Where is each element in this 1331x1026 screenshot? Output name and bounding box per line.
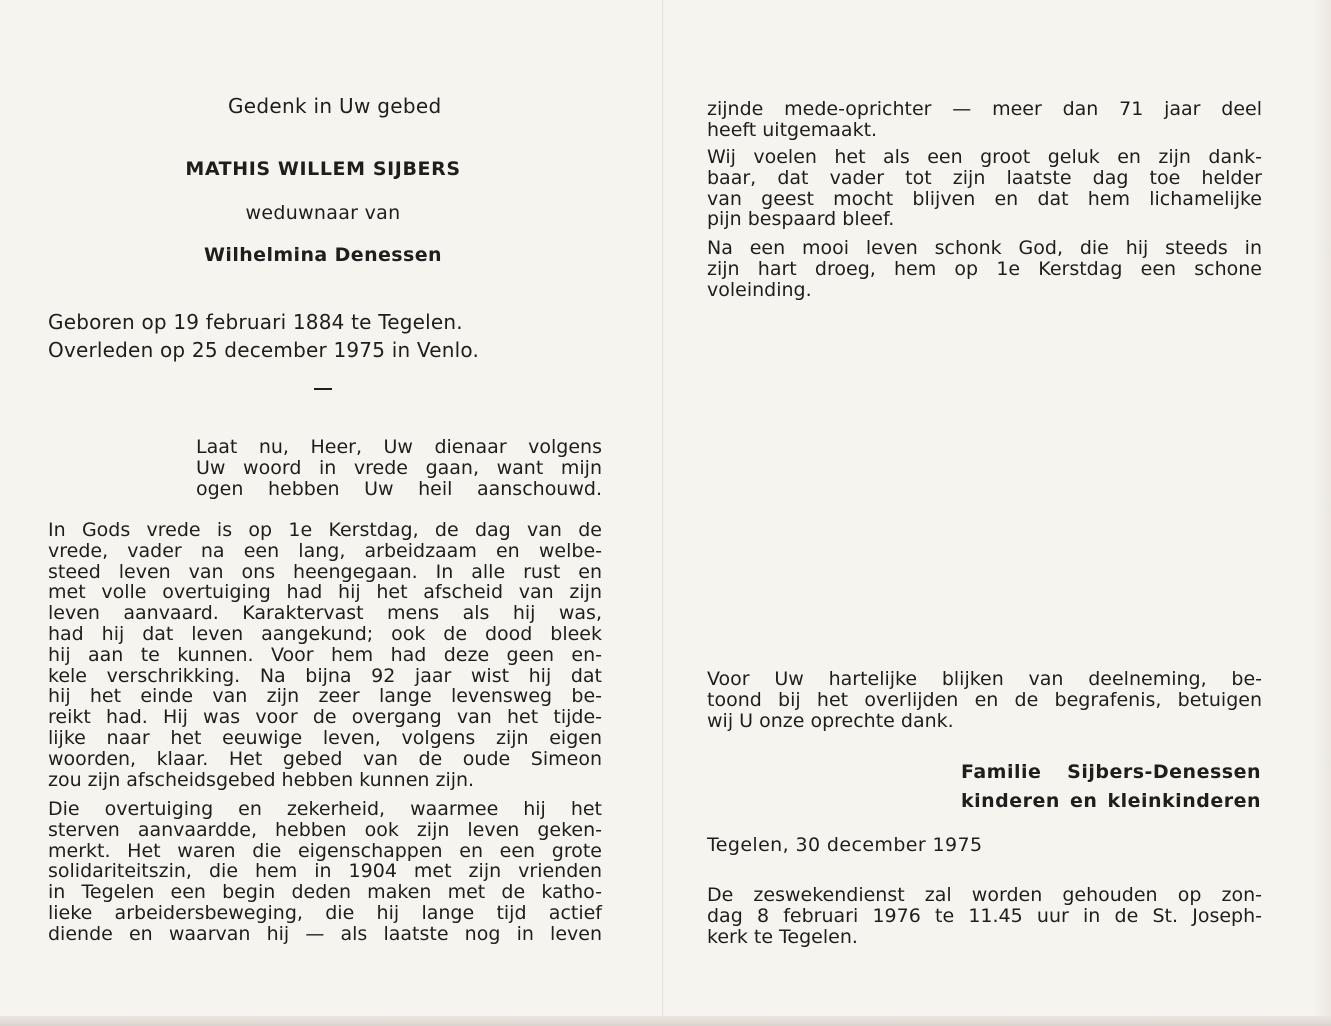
- verse-line: Uw woord in vrede gaan, want mijn: [196, 457, 602, 479]
- text-line: De zeswekendienst zal worden gehouden op zon-: [707, 884, 1262, 906]
- text-line: solidariteitszin, die hem in 1904 met zijn vrienden: [48, 860, 602, 883]
- signature-line: Familie Sijbers-Denessen: [961, 761, 1261, 783]
- memorial-mass-paragraph: [707, 885, 1262, 947]
- biography-paragraph-1: [48, 520, 602, 790]
- birth-date-line: Geboren op 19 februari 1884 te Tegelen.: [48, 310, 463, 334]
- text-line: voleinding.: [707, 278, 812, 301]
- text-line: had hij dat leven aangekund; ook de dood bleek: [48, 622, 602, 645]
- place-and-date: Tegelen, 30 december 1975: [707, 834, 983, 856]
- closing-paragraph: [707, 238, 1262, 300]
- text-line: met volle overtuiging had hij het afscheid van zijn: [48, 581, 602, 604]
- text-line: toond bij het overlijden en de begrafenis, betuigen: [707, 688, 1262, 711]
- thanks-paragraph: [707, 669, 1262, 731]
- card-bottom-edge: [0, 1016, 1331, 1026]
- text-line: diende en waarvan hij — als laatste nog in leven: [48, 922, 602, 945]
- text-line: heeft uitgemaakt.: [707, 118, 878, 141]
- card-right-edge: [1313, 0, 1331, 1026]
- text-line: Na een mooi leven schonk God, die hij steeds in: [707, 237, 1262, 259]
- text-line: leven aanvaard. Karaktervast mens als hij was,: [48, 602, 602, 625]
- text-line: zou zijn afscheidsgebed hebben kunnen zijn.: [48, 768, 475, 791]
- deceased-name: MATHIS WILLEM SIJBERS: [185, 158, 461, 180]
- verse-line: Laat nu, Heer, Uw dienaar volgens: [196, 436, 602, 458]
- text-line: in Tegelen een begin deden maken met de katho-: [48, 881, 602, 904]
- text-line: In Gods vrede is op 1e Kerstdag, de dag van de: [48, 519, 602, 541]
- text-line: van geest mocht blijven en dat hem lichamelijke: [707, 187, 1262, 210]
- text-line: zijnde mede-oprichter — meer dan 71 jaar deel: [707, 98, 1262, 120]
- gratitude-paragraph: [707, 147, 1262, 230]
- text-line: zijn hart droeg, hem op 1e Kerstdag een schone: [707, 257, 1262, 280]
- text-line: steed leven van ons heengegaan. In alle rust en: [48, 560, 602, 583]
- card-fold: [662, 0, 664, 1026]
- text-line: kerk te Tegelen.: [707, 925, 858, 948]
- signature-line: kinderen en kleinkinderen: [961, 790, 1261, 812]
- verse-line: ogen hebben Uw heil aanschouwd.: [196, 478, 602, 500]
- text-line: kele verschrikking. Na bijna 92 jaar wist hij dat: [48, 664, 602, 687]
- text-line: pijn bespaard bleef.: [707, 208, 895, 231]
- text-line: vrede, vader na een lang, arbeidzaam en welbe-: [48, 539, 602, 562]
- family-signature: [961, 758, 1261, 816]
- text-line: dag 8 februari 1976 te 11.45 uur in de St. Joseph-: [707, 904, 1262, 927]
- biography-paragraph-2: [48, 799, 602, 945]
- intro-text: Gedenk in Uw gebed: [228, 94, 442, 118]
- text-line: sterven aanvaardde, hebben ook zijn leven geken-: [48, 818, 602, 841]
- continuation-paragraph: [707, 99, 1262, 141]
- text-line: baar, dat vader tot zijn laatste dag toe helder: [707, 166, 1262, 189]
- text-line: reikt had. Hij was voor de overgang van het tijde-: [48, 706, 602, 729]
- separator-dash: [314, 388, 332, 390]
- spouse-name: Wilhelmina Denessen: [204, 244, 442, 266]
- text-line: Die overtuiging en zekerheid, waarmee hij het: [48, 798, 602, 820]
- text-line: Wij voelen het als een groot geluk en zijn dank-: [707, 146, 1262, 168]
- text-line: lijke naar het eeuwige leven, volgens zijn eigen: [48, 726, 602, 749]
- life-dates: [48, 308, 479, 364]
- widower-of-text: weduwnaar van: [245, 202, 401, 224]
- text-line: merkt. Het waren die eigenschappen en een grote: [48, 839, 602, 862]
- text-line: hij het einde van zijn zeer lange levensweg be-: [48, 685, 602, 708]
- death-date-line: Overleden op 25 december 1975 in Venlo.: [48, 338, 480, 362]
- scripture-verse: [196, 437, 602, 500]
- text-line: hij aan te kunnen. Voor hem had deze geen en-: [48, 643, 602, 666]
- text-line: lieke arbeidersbeweging, die hij lange tijd actief: [48, 901, 602, 924]
- text-line: woorden, klaar. Het gebed van de oude Simeon: [48, 747, 602, 770]
- text-line: wij U onze oprechte dank.: [707, 709, 954, 732]
- text-line: Voor Uw hartelijke blijken van deelneming, be-: [707, 668, 1262, 690]
